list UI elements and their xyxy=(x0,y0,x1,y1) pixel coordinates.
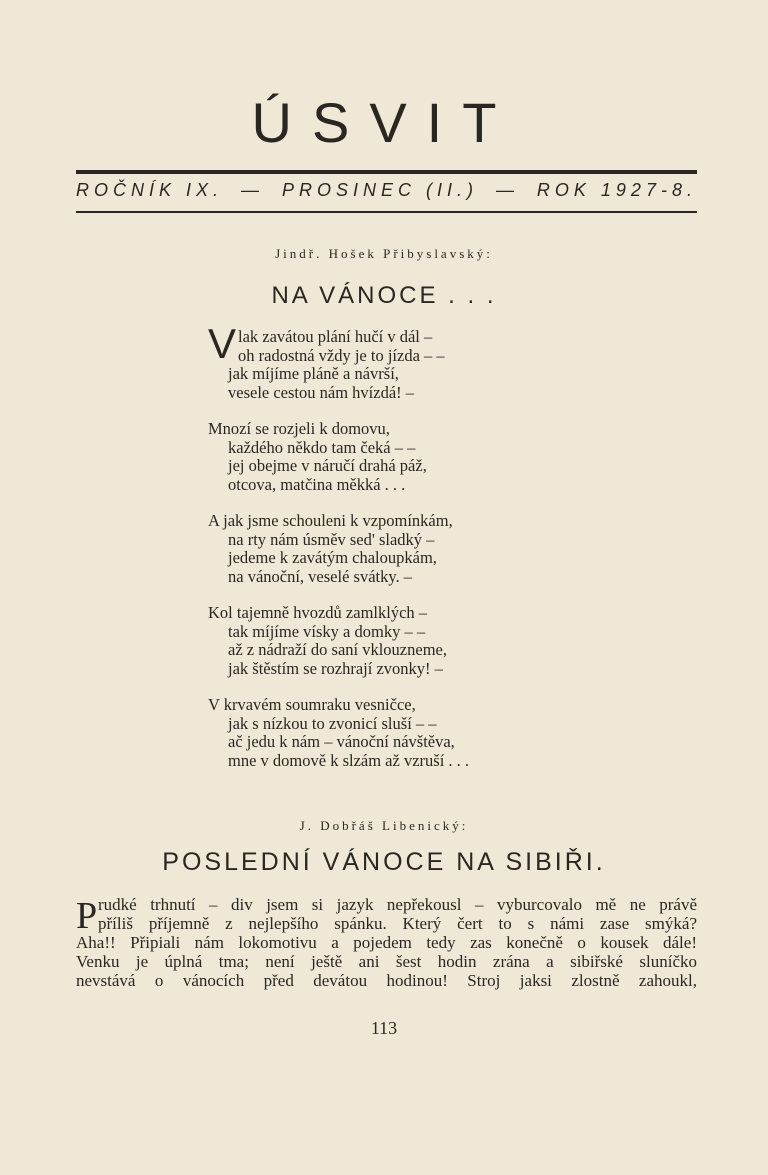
poem-line: mne v domově k slzám až vzruší . . . xyxy=(228,750,470,770)
poem-body xyxy=(208,320,548,788)
poem-line: na rty nám úsměv sed' sladký – xyxy=(228,529,435,549)
poem-stanza-2 xyxy=(208,420,548,494)
story-line: rudké trhnutí – div jsem si jazyk nepřekousl – vyburcovalo mě ne právě xyxy=(98,895,697,914)
poem-line: V krvavém soumraku vesničce, xyxy=(208,695,416,714)
issue-dash-1: — xyxy=(240,180,264,200)
page-number: 113 xyxy=(370,1018,398,1038)
story-body xyxy=(76,895,697,990)
poem-line: jej obejme v náručí drahá páž, xyxy=(228,456,427,475)
poem-stanza-5 xyxy=(208,696,548,770)
story-title: POSLEDNÍ VÁNOCE NA SIBIŘI. xyxy=(162,848,606,876)
poem-line: Kol tajemně hvozdů zamlklých – xyxy=(208,603,428,622)
poem-line: na vánoční, veselé svátky. – xyxy=(228,566,413,586)
poem-dropcap: V xyxy=(208,320,237,367)
poem-line: až z nádraží do saní vklouzneme, xyxy=(228,640,447,659)
poem-line: lak zavátou plání hučí v dál – xyxy=(238,327,433,346)
poem-line: jedeme k zavátým chaloupkám, xyxy=(228,548,437,567)
story-author: J. Dobřáš Libenický: xyxy=(299,818,469,833)
issue-dash-2: — xyxy=(495,180,519,200)
poem-line: vesele cestou nám hvízdá! – xyxy=(228,382,415,402)
poem-stanza-4 xyxy=(208,604,548,678)
poem-line: jak míjíme pláně a návrší, xyxy=(228,364,399,383)
poem-stanza-1 xyxy=(208,320,548,402)
issue-volume: ROČNÍK IX. xyxy=(76,180,224,200)
poem-stanza-3 xyxy=(208,512,548,586)
masthead-title: ÚSVIT xyxy=(251,91,517,154)
poem-line: tak míjíme vísky a domky – – xyxy=(228,621,426,641)
story-line: příliš příjemně z nejlepšího spánku. Který čert to s námi zase smýká? xyxy=(98,914,697,933)
story-line: Venku je úplná tma; není ještě ani šest hodin zrána a sibiřské sluníčko xyxy=(76,952,697,971)
poem-line: jak s nízkou to zvonicí sluší – – xyxy=(228,713,437,733)
masthead-rule-thin xyxy=(76,211,697,213)
story-dropcap: P xyxy=(76,895,98,937)
poem-line: Mnozí se rozjeli k domovu, xyxy=(208,419,390,438)
poem-line: jak štěstím se rozhrají zvonky! – xyxy=(228,658,443,678)
poem-line: A jak jsme schouleni k vzpomínkám, xyxy=(208,511,453,530)
story-line: Aha!! Připiali nám lokomotivu a pojedem tedy zas konečně o kousek dále! xyxy=(76,933,697,952)
issue-year: ROK 1927-8. xyxy=(536,180,697,200)
poem-line: otcova, matčina měkká . . . xyxy=(228,474,406,494)
poem-line: oh radostná vždy je to jízda – – xyxy=(238,345,445,365)
poem-line: každého někdo tam čeká – – xyxy=(228,437,416,457)
issue-line xyxy=(76,180,697,201)
poem-line: ač jedu k nám – vánoční návštěva, xyxy=(228,732,455,751)
poem-author: Jindř. Hošek Přibyslavský: xyxy=(275,246,493,261)
masthead-rule-thick xyxy=(76,170,697,174)
poem-title: NA VÁNOCE . . . xyxy=(271,282,497,309)
issue-month: PROSINEC (II.) xyxy=(281,180,478,200)
story-line: nevstává o vánocích před devátou hodinou! Stroj jaksi zlostně zahoukl, xyxy=(76,971,697,990)
